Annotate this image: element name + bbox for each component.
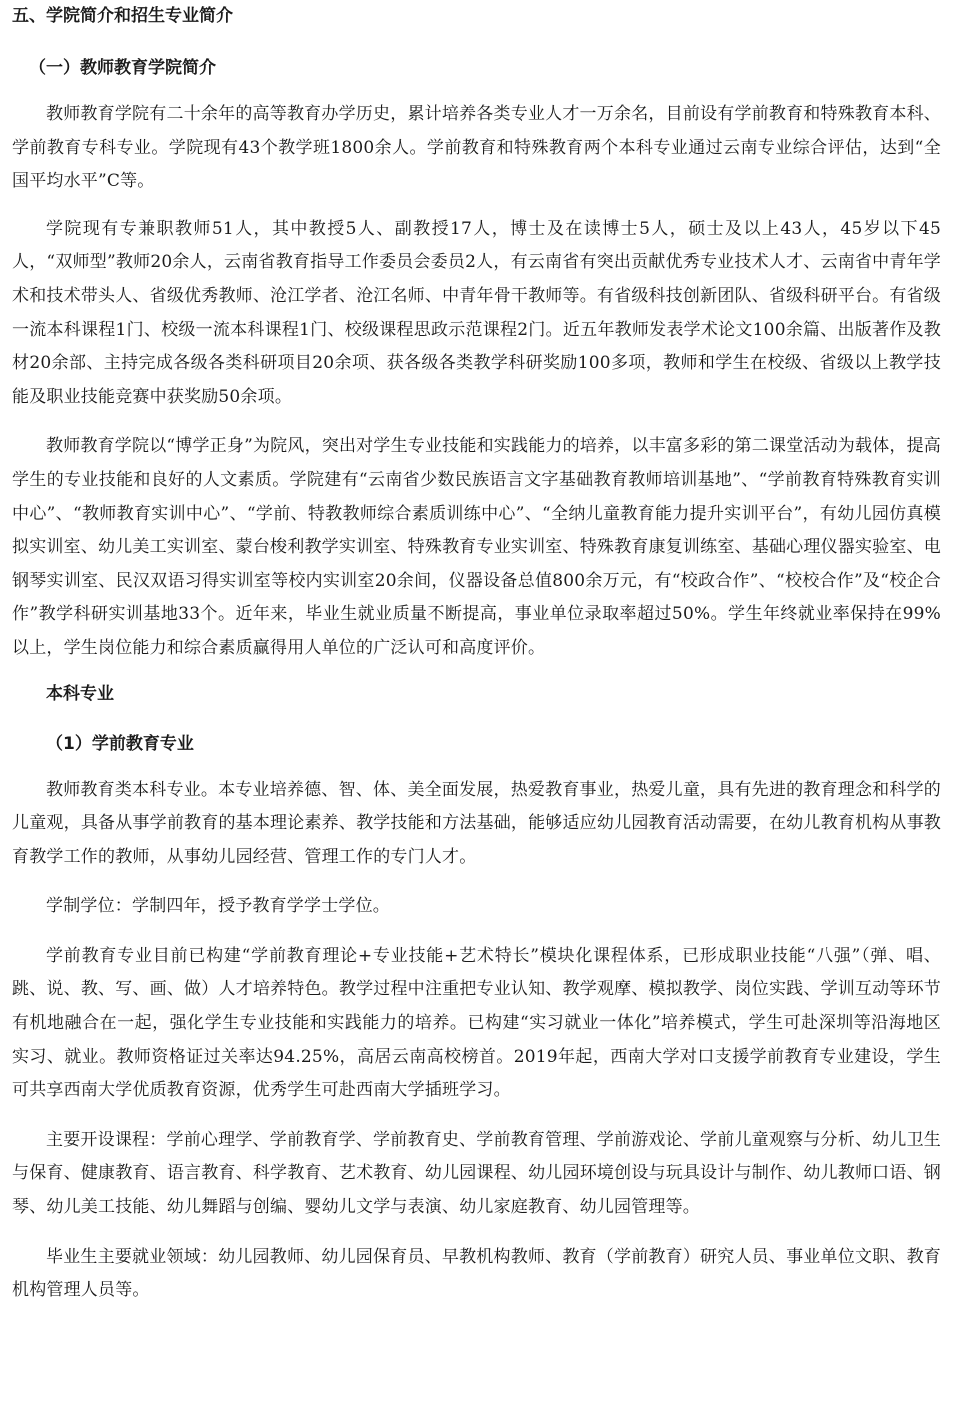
college-history-paragraph: 教师教育学院有二十余年的高等教育办学历史，累计培养各类专业人才一万余名，目前设有学前教育和特殊教育本科、学前教育专科专业。学院现有43个教学班1800余人。学前教育和特殊教育两个本科专业通过云南专业综合评估，达到“全国平均水平”C等。 <box>12 104 941 192</box>
section-title: 五、学院简介和招生专业简介 <box>12 6 233 26</box>
major-description-paragraph: 教师教育类本科专业。本专业培养德、智、体、美全面发展，热爱教育事业，热爱儿童，具有先进的教育理念和科学的儿童观，具备从事学前教育的基本理论素养、教学技能和方法基础，能够适应幼儿园教育活动需要，在幼儿教育机构从事教育教学工作的教师，从事幼儿园经营、管理工作的专门人才。 <box>12 779 941 867</box>
college-intro-heading: （一）教师教育学院简介 <box>29 58 216 78</box>
employment-paragraph: 毕业生主要就业领域：幼儿园教师、幼儿园保育员、早教机构教师、教育（学前教育）研究人员、事业单位文职、教育机构管理人员等。 <box>12 1246 941 1301</box>
training-facilities-paragraph: 教师教育学院以“博学正身”为院风，突出对学生专业技能和实践能力的培养，以丰富多彩的第二课堂活动为载体，提高学生的专业技能和良好的人文素质。学院建有“云南省少数民族语言文字基础教育教师培训基地”、“学前教育特殊教育实训中心”、“教师教育实训中心”、“学前、特教教师综合素质训练中心”、“全纳儿童教育能力提升实训平台”，有幼儿园仿真模拟实训室、幼儿美工实训室、蒙台梭利教学实训室、特殊教育专业实训室、特殊教育康复训练室、基础心理仪器实验室、电钢琴实训室、民汉双语习得实训室等校内实训室20余间，仪器设备总值800余万元，有“校政合作”、“校校合作”及“校企合作”教学科研实训基地33个。近年来，毕业生就业质量不断提高，事业单位录取率超过50%。学生年终就业率保持在99%以上，学生岗位能力和综合素质赢得用人单位的广泛认可和高度评价。 <box>12 436 941 658</box>
preschool-major-heading: （1）学前教育专业 <box>46 733 194 754</box>
degree-paragraph: 学制学位：学制四年，授予教育学学士学位。 <box>46 896 390 917</box>
faculty-paragraph: 学院现有专兼职教师51人，其中教授5人、副教授17人，博士及在读博士5人，硕士及以上43人，45岁以下45人，“双师型”教师20余人，云南省教育指导工作委员会委员2人，有云南省有突出贡献优秀专业技术人才、云南省中青年学术和技术带头人、省级优秀教师、沧江学者、沧江名师、中青年骨干教师等。有省级科技创新团队、省级科研平台。有省级一流本科课程1门、校级一流本科课程1门、校级课程思政示范课程2门。近五年教师发表学术论文100余篇、出版著作及教材20余部、主持完成各级各类科研项目20余项、获各级各类教学科研奖励100多项，教师和学生在校级、省级以上教学技能及职业技能竞赛中获奖励50余项。 <box>12 218 941 407</box>
curriculum-system-paragraph: 学前教育专业目前已构建“学前教育理论+专业技能+艺术特长”模块化课程体系，已形成职业技能“八强”（弹、唱、跳、说、教、写、画、做）人才培养特色。教学过程中注重把专业认知、教学观摩、模拟教学、岗位实践、学训互动等环节有机地融合在一起，强化学生专业技能和实践能力的培养。已构建“实习就业一体化”培养模式，学生可赴深圳等沿海地区实习、就业。教师资格证过关率达94.25%，高居云南高校榜首。2019年起，西南大学对口支援学前教育专业建设，学生可共享西南大学优质教育资源，优秀学生可赴西南大学插班学习。 <box>12 945 941 1101</box>
courses-paragraph: 主要开设课程：学前心理学、学前教育学、学前教育史、学前教育管理、学前游戏论、学前儿童观察与分析、幼儿卫生与保育、健康教育、语言教育、科学教育、艺术教育、幼儿园课程、幼儿园环境创设与玩具设计与制作、幼儿教师口语、钢琴、幼儿美工技能、幼儿舞蹈与创编、婴幼儿文学与表演、幼儿家庭教育、幼儿园管理等。 <box>12 1129 941 1218</box>
undergrad-heading: 本科专业 <box>46 683 114 704</box>
